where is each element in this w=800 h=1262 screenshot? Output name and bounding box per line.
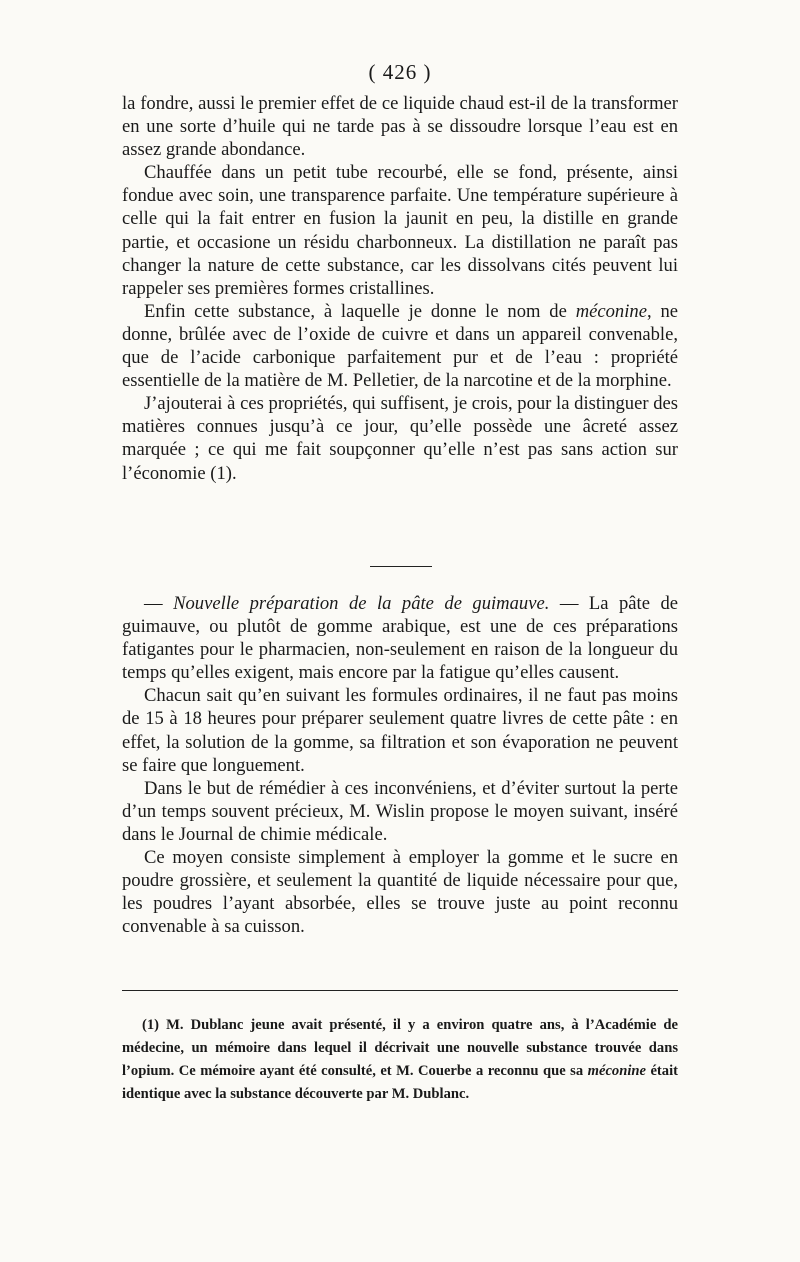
page-number: ( 426 ) <box>368 60 432 84</box>
paragraph-heating: Chauffée dans un petit tube recourbé, elle se fond, présente, ainsi fondue avec soin, une transparence parfaite. Une température supérieure à celle qui la fait entrer en fusion la jaunit en peu, la distille en grande partie, et occasione un résidu charbonneux. La distillation ne paraît pas changer la nature de cette substance, car les dissolvans cités peuvent lui rappeler ses premières formes cristallines. <box>122 162 678 299</box>
paragraph-method: Ce moyen consiste simplement à employer la gomme et le sucre en poudre grossière, et seulement la quantité de liquide nécessaire pour que, les poudres l’ayant absorbée, elles se trouve juste au point reconnu convenable à sa cuisson. <box>122 847 678 938</box>
paragraph-formulas: Chacun sait qu’en suivant les formules ordinaires, il ne faut pas moins de 15 à 18 heures pour préparer seulement quatre livres de cette pâte : en effet, la solution de la gomme, sa filtration et son évaporation ne peuvent se faire que longuement. <box>122 685 678 776</box>
section-intro: — La pâte de guimauve, ou plutôt de gomme arabique, est une de ces préparations fatigantes pour le pharmacien, non-seulement en raison de la longueur du temps qu’elles exigent, mais encore par la fatigue qu’elles causent. <box>122 593 678 684</box>
footnote-rule <box>122 990 678 991</box>
section-text-block <box>122 592 678 938</box>
footnote <box>122 1014 678 1106</box>
heading-dash: — <box>144 593 174 614</box>
term-meconine: méconine <box>575 300 647 322</box>
section-divider <box>370 566 432 567</box>
main-text-block <box>122 92 678 485</box>
footnote-text <box>122 1014 678 1106</box>
paragraph-wislin: Dans le but de rémédier à ces inconvéniens, et d’éviter surtout la perte d’un temps souvent précieux, M. Wislin propose le moyen suivant, inséré dans le Journal de chimie médicale. <box>122 777 678 845</box>
paragraph-meconine-start: Enfin cette substance, à laquelle je donne le nom de <box>144 300 576 322</box>
paragraph-continuation: la fondre, aussi le premier effet de ce liquide chaud est-il de la transformer en une sorte d’huile qui ne tarde pas à se dissoudre lorsque l’eau est en assez grande abondance. <box>122 93 678 161</box>
footnote-start: (1) M. Dublanc jeune avait présenté, il y a environ quatre ans, à l’Académie de médecine, un mémoire dans lequel il décrivait une nouvelle substance trouvée dans l’opium. Ce mémoire ayant été consulté, et M. Couerbe a reconnu que sa <box>122 1017 678 1079</box>
section-heading-paragraph <box>122 592 678 684</box>
paragraph-meconine-end: , ne donne, brûlée avec de l’oxide de cuivre et dans un appareil convenable, que de l’acide carbonique parfaitement pur et de l’eau : propriété essentielle de la matière de M. Pelletier, de la narcotine et de la morphine. <box>122 300 678 392</box>
paragraph-properties: J’ajouterai à ces propriétés, qui suffisent, je crois, pour la distinguer des matières connues jusqu’à ce jour, qu’elle possède une âcreté assez marquée ; ce qui me fait soupçonner qu’elle n’est pas sans action sur l’économie (1). <box>122 393 678 484</box>
footnote-end: était identique avec la substance découverte par M. Dublanc. <box>122 1063 678 1102</box>
paragraph-meconine <box>122 300 678 392</box>
footnote-term: méconine <box>587 1063 646 1079</box>
section-heading: Nouvelle préparation de la pâte de guimauve. <box>173 593 550 614</box>
